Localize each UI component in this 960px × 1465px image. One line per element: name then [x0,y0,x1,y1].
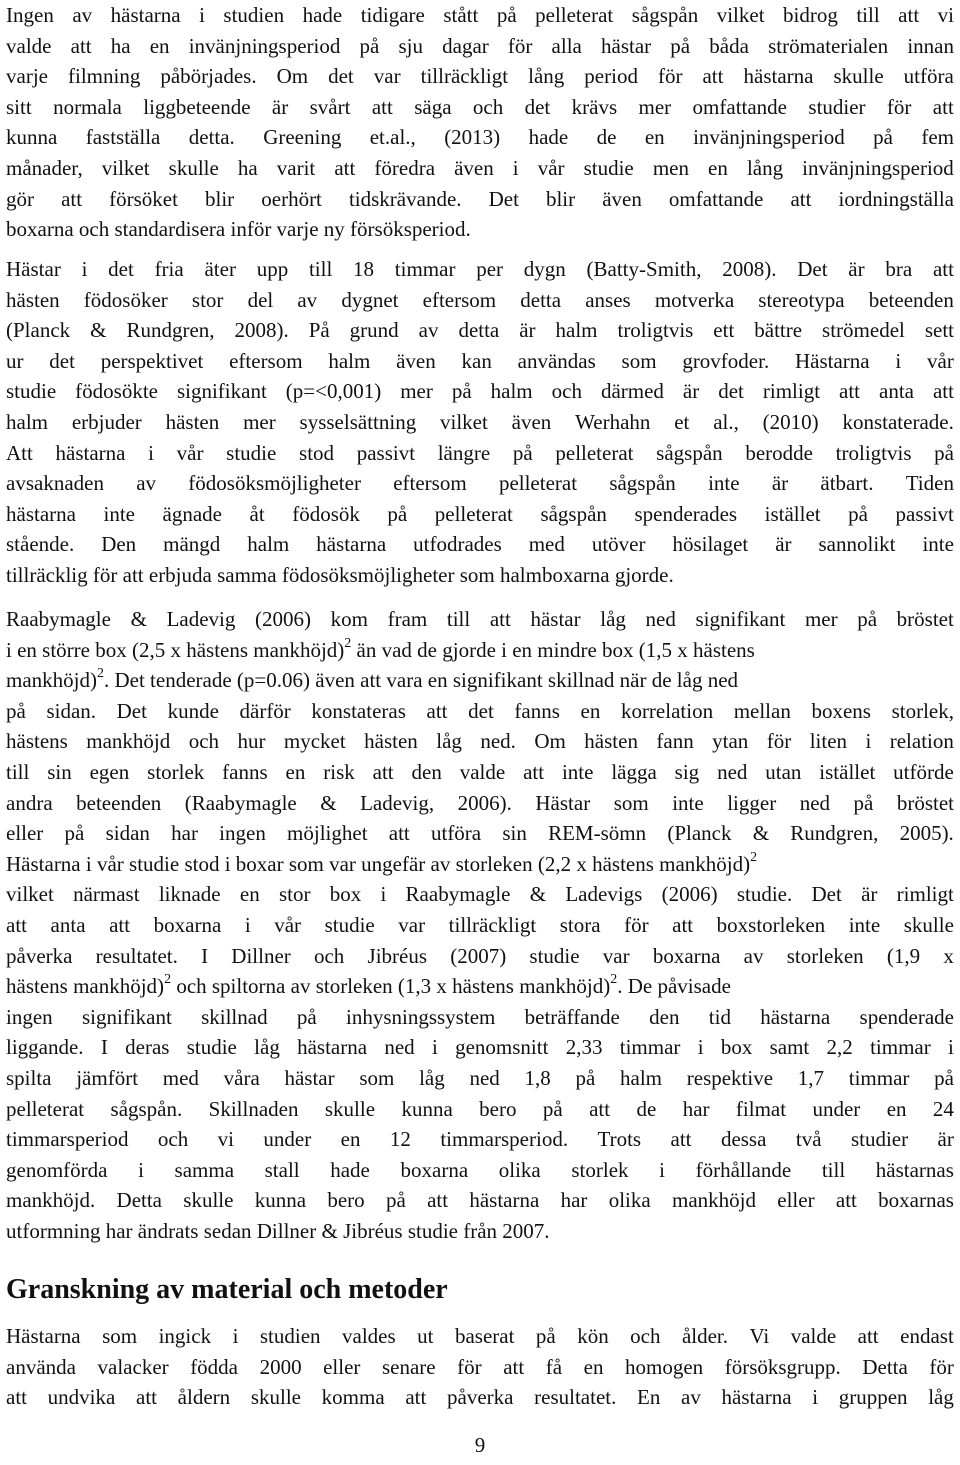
text-line: spilta jämfört med våra hästar som låg ned 1,8 på halm respektive 1,7 timmar på [6,1065,954,1090]
text-line: Att hästarna i vår studie stod passivt längre på pelleterat sågspån berodde troligtvis på [6,440,954,465]
text-line: Hästarna i vår studie stod i boxar som var ungefär av storleken (2,2 x hästens mankhöjd)$^2$ [6,849,758,876]
text-line: hästarna inte ägnade åt födosök på pelleterat sågspån spenderades istället på passivt [6,501,954,526]
body-paragraph-4 [6,1321,954,1413]
text-line: hästens mankhöjd)$^2$ och spiltorna av storleken (1,3 x hästens mankhöjd)$^2$. De påvisade [6,972,731,999]
body-paragraph-2 [6,254,954,591]
superscript-2: 2 [164,972,172,988]
superscript-2: 2 [610,972,618,988]
text-line: ur det perspektivet eftersom halm även kan användas som grovfoder. Hästarna i vår [6,348,954,373]
text-line: Raabymagle & Ladevig (2006) kom fram till att hästar låg ned signifikant mer på bröstet [6,607,954,631]
text-line: tillräcklig för att erbjuda samma födosöksmöjligheter som halmboxarna gjorde. [6,562,674,587]
text-line: eller på sidan har ingen möjlighet att utföra sin REM-sömn (Planck & Rundgren, 2005). [6,821,954,846]
text-line: (Planck & Rundgren, 2008). På grund av detta är halm troligtvis ett bättre strömedel sett [6,318,954,343]
page-number: 9 [474,1433,486,1457]
text-line: timmarsperiod och vi under en 12 timmarsperiod. Trots att dessa två studier är [6,1127,954,1152]
section-heading: Granskning av material och metoder [6,1274,448,1305]
text-line: att undvika att åldern skulle komma att påverka resultatet. En av hästarna i gruppen låg [6,1385,954,1410]
text-line: genomförda i samma stall hade boxarna olika storlek i förhållande till hästarnas [6,1157,954,1182]
text-line: halm erbjuder hästen mer sysselsättning vilket även Werhahn et al., (2010) konstaterade. [6,409,954,434]
superscript-2: 2 [750,849,758,865]
text-line: mankhöjd)$^2$. Det tenderade (p=0.06) även att vara en signifikant skillnad när de låg ned [6,666,739,693]
text-line: liggande. I deras studie låg hästarna ned i genomsnitt 2,33 timmar i box samt 2,2 timmar i [6,1035,954,1060]
text-line: boxarna och standardisera inför varje ny försöksperiod. [6,217,471,242]
text-line: stående. Den mängd halm hästarna utfodrades med utöver hösilaget är sannolikt inte [6,532,954,557]
text-line: hästen födosöker stor del av dygnet eftersom detta anses motverka stereotypa beteenden [6,287,954,312]
text-line: valde att ha en invänjningsperiod på sju dagar för alla hästar på båda strömaterialen innan [6,33,954,58]
text-line: hästens mankhöjd och hur mycket hästen låg ned. Om hästen fann ytan för liten i relation [6,729,954,754]
text-line: ingen signifikant skillnad på inhysningssystem beträffande den tid hästarna spenderade [6,1004,954,1029]
superscript-2: 2 [344,635,352,651]
text-line: Ingen av hästarna i studien hade tidigare stått på pelleterat sågspån vilket bidrog till att vi [6,3,954,27]
text-line: Hästar i det fria äter upp till 18 timmar per dygn (Batty-Smith, 2008). Det är bra att [6,257,954,281]
text-line: vilket närmast liknade en stor box i Raabymagle & Ladevigs (2006) studie. Det är rimligt [6,882,954,907]
document-page [6,0,954,1465]
text-line: månader, vilket skulle ha varit att föredra även i vår studie men en lång invänjningsperiod [6,155,954,180]
text-line: använda valacker födda 2000 eller senare för att få en homogen försöksgrupp. Detta för [6,1354,954,1379]
text-line: i en större box (2,5 x hästens mankhöjd)$^2$ än vad de gjorde i en mindre box (1,5 x hästens [6,635,755,662]
text-line: varje filmning påbörjades. Om det var tillräckligt lång period för att hästarna skulle utföra [6,64,954,89]
text-line: mankhöjd. Detta skulle kunna bero på att hästarna har olika mankhöjd eller att boxarnas [6,1188,954,1213]
text-line: pelleterat sågspån. Skillnaden skulle kunna bero på att de har filmat under en 24 [6,1096,954,1121]
body-paragraph-3 [6,604,954,1246]
text-line: påverka resultatet. I Dillner och Jibréus (2007) studie var boxarna av storleken (1,9 x [6,943,954,968]
superscript-2: 2 [96,666,104,682]
text-line: till sin egen storlek fanns en risk att den valde att inte lägga sig ned utan istället utförde [6,759,954,784]
text-line: studie födosökte signifikant (p=<0,001) mer på halm och därmed är det rimligt att anta att [6,379,954,404]
text-line: kunna fastställa detta. Greening et.al., (2013) hade de en invänjningsperiod på fem [6,125,954,150]
text-line: Hästarna som ingick i studien valdes ut baserat på kön och ålder. Vi valde att endast [6,1324,954,1348]
text-line: utformning har ändrats sedan Dillner & Jibréus studie från 2007. [6,1218,550,1243]
text-line: sitt normala liggbeteende är svårt att säga och det krävs mer omfattande studier för att [6,94,954,119]
body-paragraph-1 [6,0,954,245]
text-line: att anta att boxarna i vår studie var tillräckligt stora för att boxstorleken inte skulle [6,912,954,937]
text-line: gör att försöket blir oerhört tidskrävande. Det blir även omfattande att iordningställa [6,186,954,211]
text-line: andra beteenden (Raabymagle & Ladevig, 2006). Hästar som inte ligger ned på bröstet [6,790,954,815]
text-line: avsaknaden av födosöksmöjligheter eftersom pelleterat sågspån inte är ätbart. Tiden [6,471,954,496]
text-line: på sidan. Det kunde därför konstateras att det fanns en korrelation mellan boxens storlek, [6,698,954,723]
